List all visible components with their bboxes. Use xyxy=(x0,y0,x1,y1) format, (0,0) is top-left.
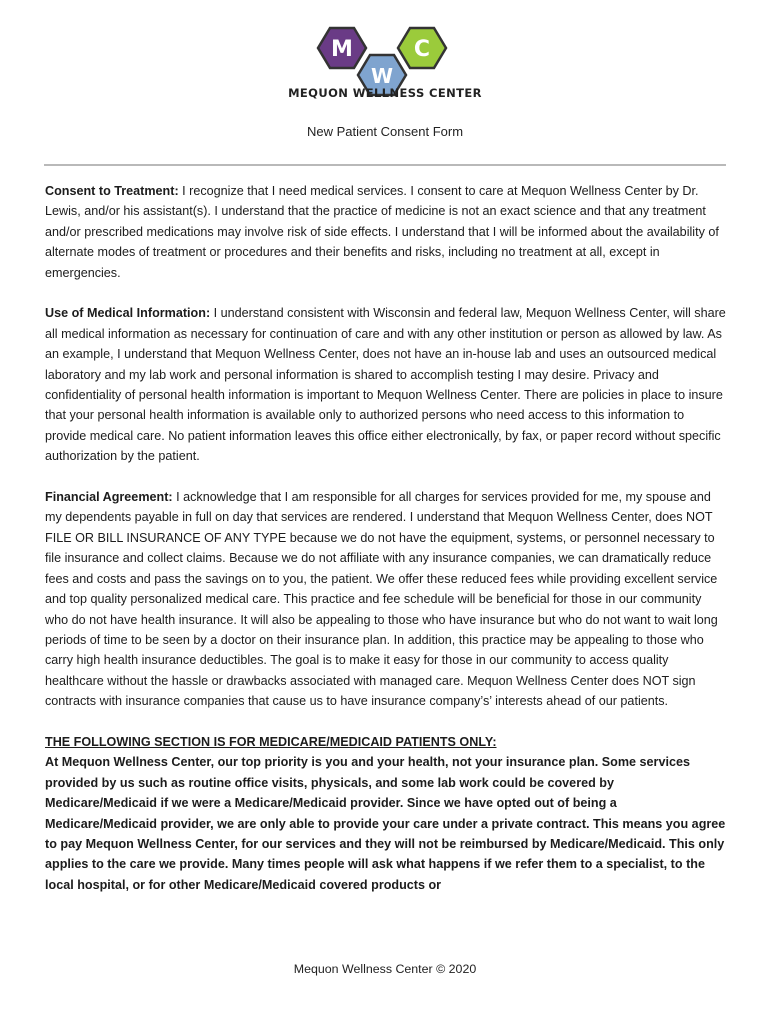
form-title: New Patient Consent Form xyxy=(306,124,464,139)
consent-text: I recognize that I need medical services. I consent to care at Mequon Wellness Center by Dr. Lewis, and/or his assistant(s). I understand that the practice of medicine is not an exact science and that any treatment and/or prescribed medications may involve risk of side effects. I understand that I will be informed about the availability of alternate modes of treatment or procedures and their benefits and risks, including no treatment at all, except in emergencies. xyxy=(45,184,719,280)
medicare-heading: THE FOLLOWING SECTION IS FOR MEDICARE/MEDICAID PATIENTS ONLY: xyxy=(45,734,497,749)
medicare-text: At Mequon Wellness Center, our top priority is you and your health, not your insurance plan. Some services provided by us such as routine office visits, physicals, and some lab work could be covered by Medicare/Medicaid if we were a Medicare/Medicaid provider. Since we have opted out of being a Medicare/Medicaid provider, we are only able to provide your care under a private contract. This means you agree to pay Mequon Wellness Center, for our services and they will not be reimbursed by Medicare/Medicaid. This only applies to the care we provide. Many times people will ask what happens if we refer them to a specialist, to the local hospital, or for other Medicare/Medicaid covered products or xyxy=(45,755,726,892)
document-body xyxy=(45,181,727,895)
consent-paragraph xyxy=(45,181,727,283)
consent-heading: Consent to Treatment: xyxy=(45,184,183,198)
header-divider xyxy=(44,164,726,166)
organization-name: MEQUON WELLNESS CENTER xyxy=(288,86,482,100)
medical-info-text: I understand consistent with Wisconsin and federal law, Mequon Wellness Center, will share all medical information as necessary for continuation of care and with any other institution or person as allowed by law. As an example, I understand that Mequon Wellness Center, does not have an in-house lab and uses an outsourced medical laboratory and my lab work and personal information is shared to accomplish testing I may desire. Privacy and confidentiality of personal health information is important to Mequon Wellness Center. There are policies in place to insure that your personal health information is available only to authorized persons who need access to this information to provide medical care. No patient information leaves this office either electronically, by fax, or paper record without specific authorization by the patient. xyxy=(45,306,726,464)
page-footer: Mequon Wellness Center © 2020 xyxy=(293,962,477,976)
medicare-section xyxy=(45,732,727,895)
medical-info-heading: Use of Medical Information: xyxy=(45,306,214,321)
financial-paragraph xyxy=(45,487,727,711)
medical-info-paragraph xyxy=(45,303,727,466)
logo-letter-w: W xyxy=(370,64,394,88)
financial-text: I acknowledge that I am responsible for all charges for services provided for me, my spouse and my dependents payable in full on day that services are rendered. I understand that Mequon Wellness Center, does NOT FILE OR BILL INSURANCE OF ANY TYPE because we do not have the equipment, systems, or personnel necessary to file insurance and collect claims. Because we do not affiliate with any insurance companies, we can dramatically reduce fees and costs and pass the savings on to you, the patient. We offer these reduced fees while providing excellent service and top quality personalized medical care. This practice and fee schedule will be beneficial for those in our community who do not have health insurance. It will also be appealing to those who have insurance but who do not want to wait long periods of time to be seen by a doctor on their insurance plan. In addition, this practice may be appealing to those who carry high health insurance deductibles. The goal is to make it easy for those in our community to access quality healthcare without the hassle or drawbacks associated with managed care. Mequon Wellness Center does NOT sign contracts with insurance companies that cause us to have insurance company’s’ interests ahead of our patients. xyxy=(45,490,718,709)
financial-heading: Financial Agreement: xyxy=(45,490,177,505)
logo-letter-m: M xyxy=(331,37,353,62)
logo-letter-c: C xyxy=(413,37,431,62)
